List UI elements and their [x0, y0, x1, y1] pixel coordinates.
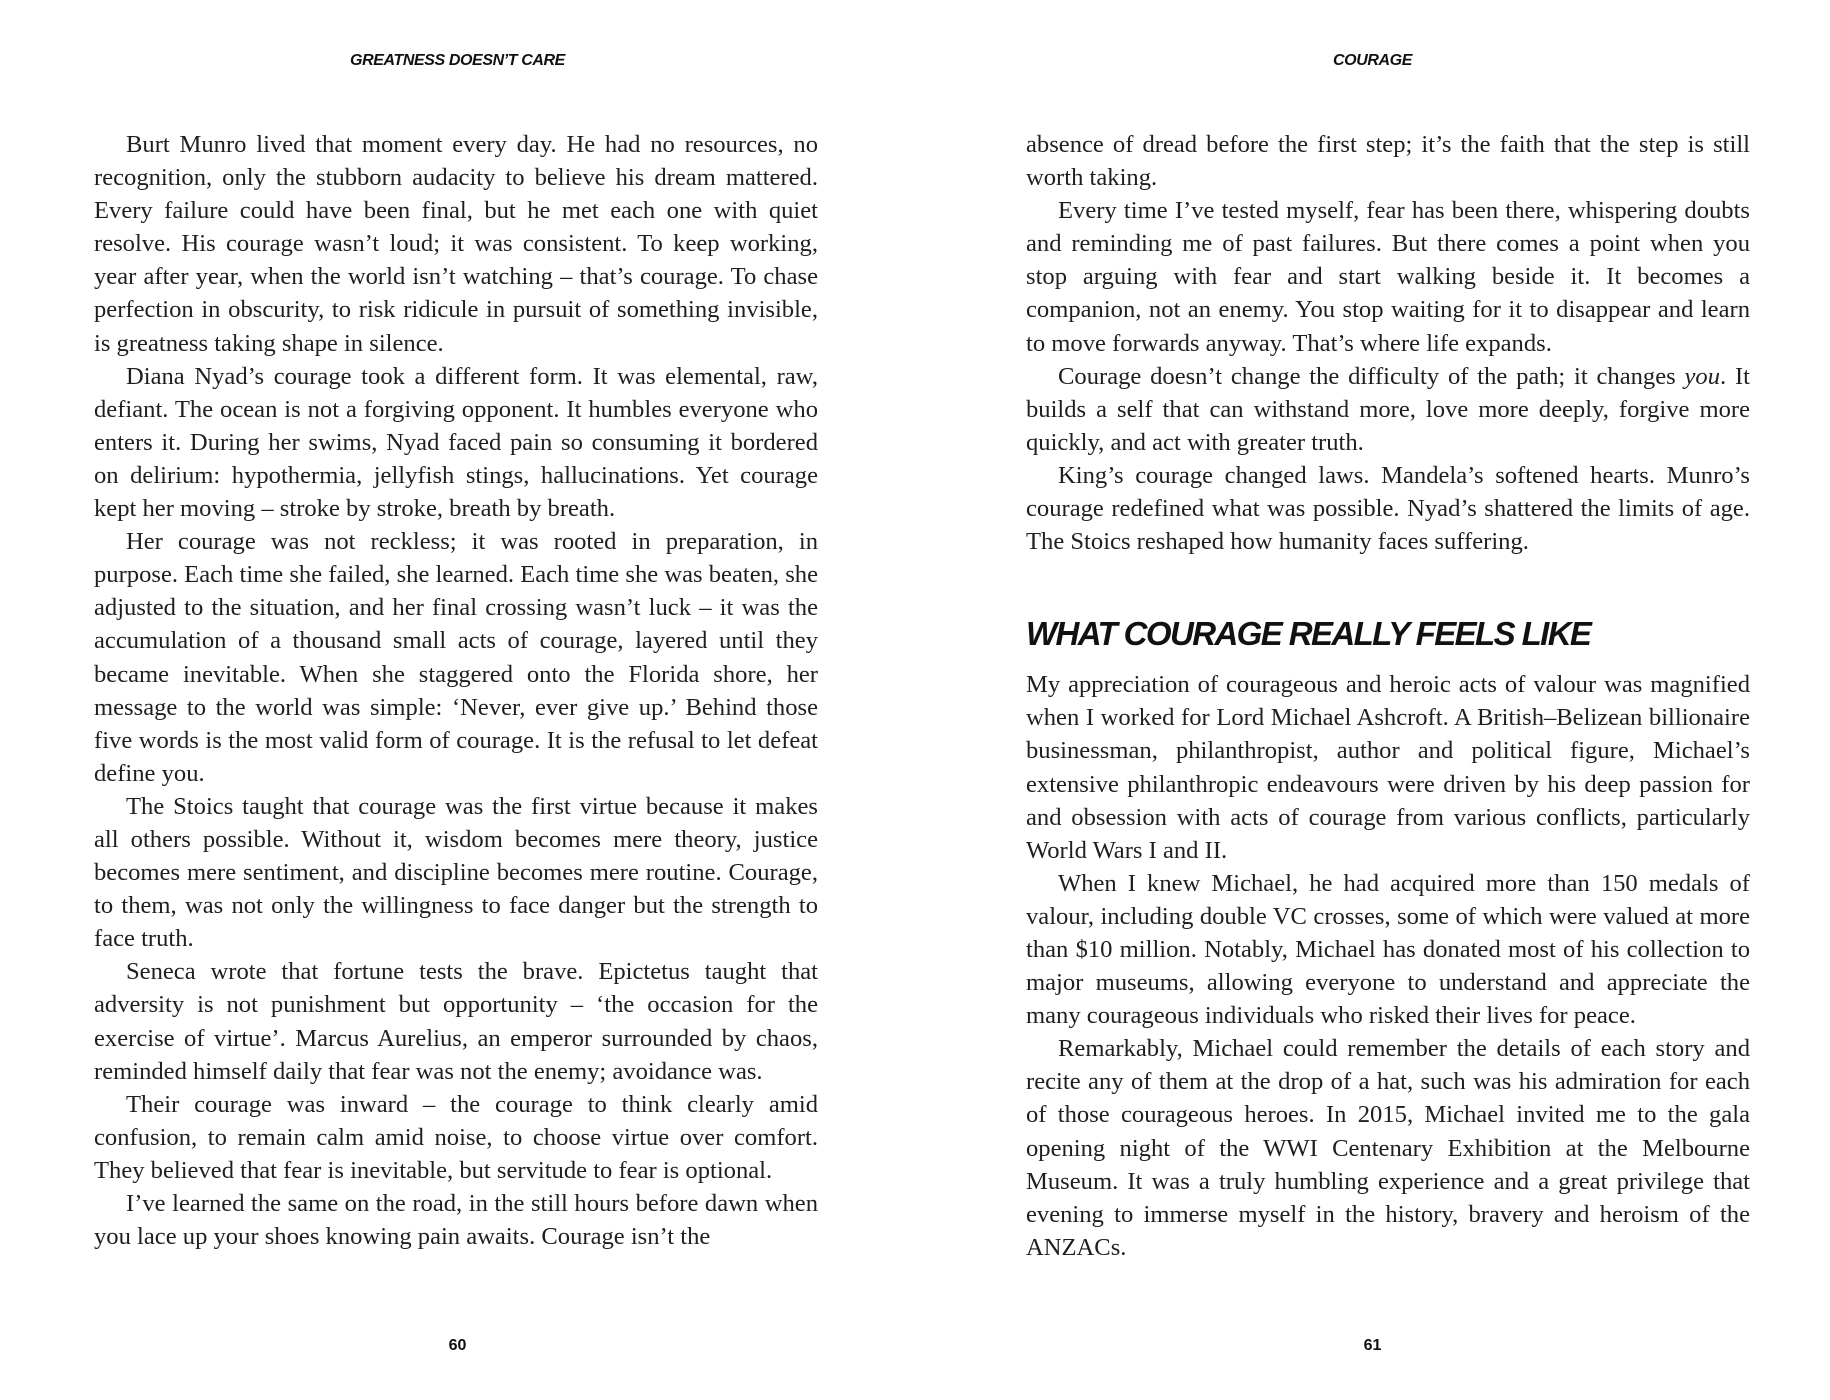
- paragraph: Every time I’ve tested myself, fear has been there, whispering doubts and reminding me of past failures. But there comes a point when you stop arguing with fear and start walking beside it. It becomes a companion, not an enemy. You stop waiting for it to disappear and learn to move forwards anyway. That’s where life expands.: [1026, 197, 1750, 357]
- emphasis-text: you: [1684, 362, 1721, 390]
- page-number-right: 61: [1363, 1337, 1382, 1354]
- paragraph: Her courage was not reckless; it was rooted in preparation, in purpose. Each time she failed, she learned. Each time she was beaten, she adjusted to the situation, and her final crossing wasn’t luck – it was the accumulation of a thousand small acts of courage, layered until they became inevitable. When she staggered onto the Florida shore, her message to the world was simple: ‘Never, ever give up.’ Behind those five words is the most valid form of courage. It is the refusal to let defeat define you.: [94, 528, 818, 787]
- running-head-left: GREATNESS DOESN’T CARE: [350, 52, 565, 69]
- running-head-right: COURAGE: [1333, 52, 1412, 69]
- paragraph: Diana Nyad’s courage took a different form. It was elemental, raw, defiant. The ocean is not a forgiving opponent. It humbles everyone who enters it. During her swims, Nyad faced pain so consuming it bordered on delirium: hypothermia, jellyfish stings, hallucinations. Yet courage kept her moving – stroke by stroke, breath by breath.: [94, 362, 818, 523]
- section-heading: WHAT COURAGE REALLY FEELS LIKE: [1026, 615, 1591, 653]
- left-page-body: [94, 128, 818, 1253]
- paragraph: My appreciation of courageous and heroic acts of valour was magnified when I worked for Lord Michael Ashcroft. A British–Belizean billionaire businessman, philanthropist, author and political figure, Michael’s extensive philanthropic endeavours were driven by his deep passion for and obsession with acts of courage from various conflicts, particularly World Wars I and II.: [1026, 671, 1750, 864]
- right-page: [915, 0, 1830, 1400]
- paragraph: King’s courage changed laws. Mandela’s softened hearts. Munro’s courage redefined what was possible. Nyad’s shattered the limits of age. The Stoics reshaped how humanity faces suffering.: [1026, 461, 1750, 556]
- paragraph: The Stoics taught that courage was the first virtue because it makes all others possible. Without it, wisdom becomes mere theory, justice becomes mere sentiment, and discipline becomes mere routine. Courage, to them, was not only the willingness to face danger but the strength to face truth.: [94, 792, 818, 953]
- paragraph: Remarkably, Michael could remember the details of each story and recite any of them at the drop of a hat, such was his admiration for each of those courageous heroes. In 2015, Michael invited me to the gala opening night of the WWI Centenary Exhibition at the Melbourne Museum. It was a truly humbling experience and a great privilege that evening to immerse myself in the history, bravery and heroism of the ANZACs.: [1026, 1035, 1750, 1261]
- paragraph: Seneca wrote that fortune tests the brave. Epictetus taught that adversity is not punishment but opportunity – ‘the occasion for the exercise of virtue’. Marcus Aurelius, an emperor surrounded by chaos, reminded himself daily that fear was not the enemy; avoidance was.: [94, 958, 818, 1085]
- right-page-body: [1026, 128, 1750, 1264]
- paragraph: Burt Munro lived that moment every day. He had no resources, no recognition, only the stubborn audacity to believe his dream mattered. Every failure could have been final, but he met each one with quiet resolve. His courage wasn’t loud; it was consistent. To keep working, year after year, when the world isn’t watching – that’s courage. To chase perfection in obscurity, to risk ridicule in pursuit of something invisible, is greatness taking shape in silence.: [94, 131, 818, 357]
- paragraph-with-emphasis: [1026, 360, 1750, 459]
- paragraph: Their courage was inward – the courage to think clearly amid confusion, to remain calm amid noise, to choose virtue over comfort. They believed that fear is inevitable, but servitude to fear is optional.: [94, 1090, 818, 1184]
- paragraph: I’ve learned the same on the road, in the still hours before dawn when you lace up your shoes knowing pain awaits. Courage isn’t the: [94, 1190, 818, 1251]
- continued-paragraph: absence of dread before the first step; it’s the faith that the step is still worth taking.: [1026, 131, 1750, 192]
- paragraph-text: . It builds a self that can withstand more, love more deeply, forgive more quickly, and act with greater truth.: [1026, 362, 1750, 456]
- page-number-left: 60: [448, 1337, 467, 1354]
- paragraph-text: Courage doesn’t change the difficulty of the path; it changes: [1058, 362, 1685, 390]
- paragraph: When I knew Michael, he had acquired more than 150 medals of valour, including double VC crosses, some of which were valued at more than $10 million. Notably, Michael has donated most of his collection to major museums, allowing everyone to understand and appreciate the many courageous individuals who risked their lives for peace.: [1026, 869, 1750, 1030]
